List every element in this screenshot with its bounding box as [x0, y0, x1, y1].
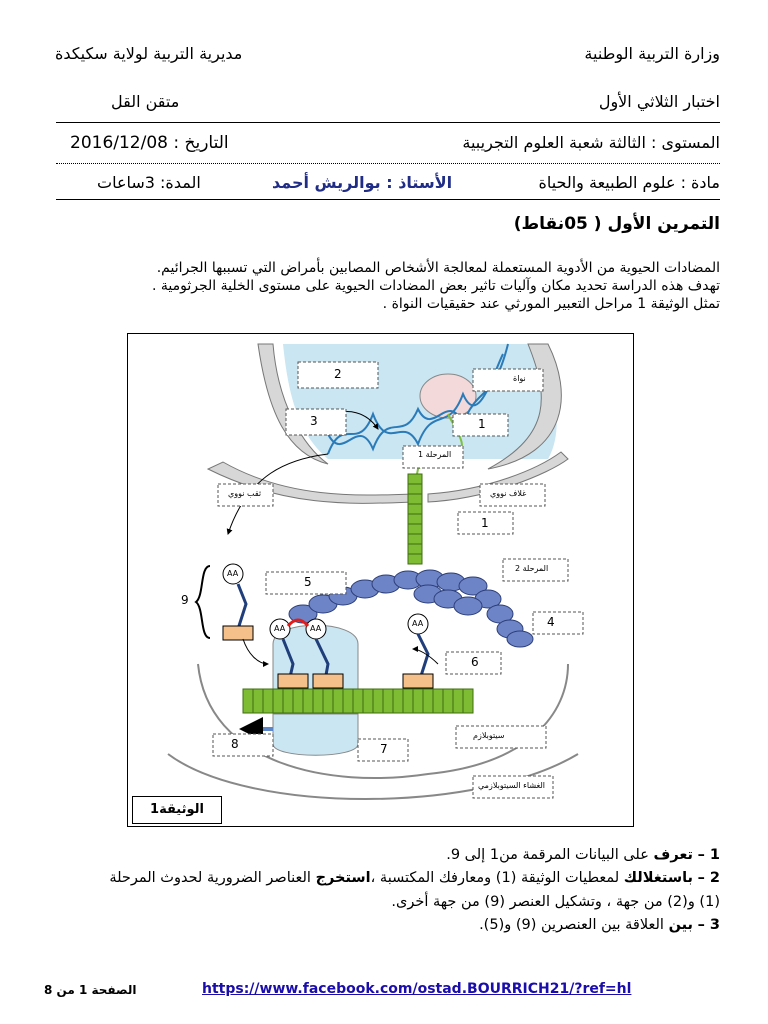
label-4: 4	[547, 615, 555, 629]
pointer-arrow	[243, 639, 268, 664]
brace	[196, 566, 210, 638]
label-1b: 1	[481, 516, 489, 530]
exercise-title: التمرين الأول ( 05نقاط)	[513, 214, 720, 234]
caption: الوثيقة1	[150, 802, 204, 817]
subject: مادة : علوم الطبيعة والحياة	[538, 173, 720, 192]
label-5: 5	[304, 575, 312, 589]
directorate: مديرية التربية لولاية سكيكدة	[55, 44, 243, 63]
polypeptide-vertical	[408, 474, 422, 564]
aa-label: AA	[310, 624, 322, 633]
school-name: متقن القل	[111, 92, 180, 111]
label-nucleus: نواة	[513, 374, 526, 383]
label-3: 3	[310, 414, 318, 428]
label-6: 6	[471, 655, 479, 669]
question-text: لمعطيات الوثيقة (1) ومعارفك المكتسبة ،	[370, 870, 624, 886]
label-7: 7	[380, 742, 388, 756]
intro-line: تمثل الوثيقة 1 مراحل التعبير المورثي عند حقيقيات النواة .	[382, 296, 720, 312]
label-9: 9	[181, 593, 189, 607]
aa-label: AA	[274, 624, 286, 633]
question-verb: بين	[668, 917, 693, 933]
question-text: العناصر الضرورية لحدوث المرحلة	[109, 870, 316, 886]
intro-line: المضادات الحيوية من الأدوية المستعملة لمعالجة الأشخاص المصابين بأمراض التي تسببها الجرائيم.	[156, 260, 720, 276]
question-number: 2 –	[697, 870, 720, 886]
label-2: 2	[334, 367, 342, 381]
dotted-divider	[56, 163, 720, 164]
level: المستوى : الثالثة شعبة العلوم التجريبية	[462, 133, 720, 152]
facebook-link[interactable]: https://www.facebook.com/ostad.BOURRICH21/?ref=hl	[202, 981, 632, 997]
label-cytoplasm: سيتوبلازم	[473, 731, 505, 740]
label-1: 1	[478, 417, 486, 431]
exam-title: اختبار الثلاثي الأول	[598, 92, 720, 111]
label-8: 8	[231, 737, 239, 751]
label-nuclear-envelope: غلاف نووي	[490, 489, 527, 498]
caption-box	[132, 796, 222, 824]
question-2-cont: (1) و(2) من جهة ، وتشكيل العنصر (9) من جهة أخرى.	[391, 894, 720, 910]
question-number: 3 –	[697, 917, 720, 933]
intro-line: تهدف هذه الدراسة تحديد مكان وآليات تاثير بعض المضادات الحيوية على مستوى الخلية الجرثومية .	[151, 278, 720, 294]
teacher: الأستاذ : بوالريش أحمد	[272, 173, 453, 192]
question-verb: استخرج	[315, 870, 371, 886]
aa-label: AA	[412, 619, 424, 628]
duration: المدة: 3ساعات	[97, 173, 201, 192]
ribosome-small-subunit	[273, 714, 358, 755]
divider	[56, 199, 720, 200]
label-nuclear-pore: ثقب نووي	[228, 489, 262, 498]
question-text: العلاقة بين العنصرين (9) و(5).	[479, 917, 669, 933]
label-stage-2: المرحلة 2	[515, 564, 549, 573]
divider	[56, 122, 720, 123]
exam-date: التاريخ : 2016/12/08	[70, 133, 229, 153]
question-text: على البيانات المرقمة من1 إلى 9.	[446, 847, 654, 863]
question-1	[446, 845, 720, 866]
label-membrane: الغشاء السيتوبلازمي	[478, 781, 545, 790]
question-verb: باستغلالك	[623, 870, 693, 886]
question-3	[479, 915, 720, 936]
question-verb: تعرف	[653, 847, 693, 863]
question-number: 1 –	[697, 847, 720, 863]
page-number: الصفحة 1 من 8	[44, 983, 137, 997]
figure-document-1	[127, 333, 634, 827]
mrna	[243, 689, 473, 713]
ministry: وزارة التربية الوطنية	[584, 44, 720, 63]
label-stage-1: المرحلة 1	[418, 450, 452, 459]
question-2	[109, 868, 720, 889]
aa-label: AA	[227, 569, 239, 578]
